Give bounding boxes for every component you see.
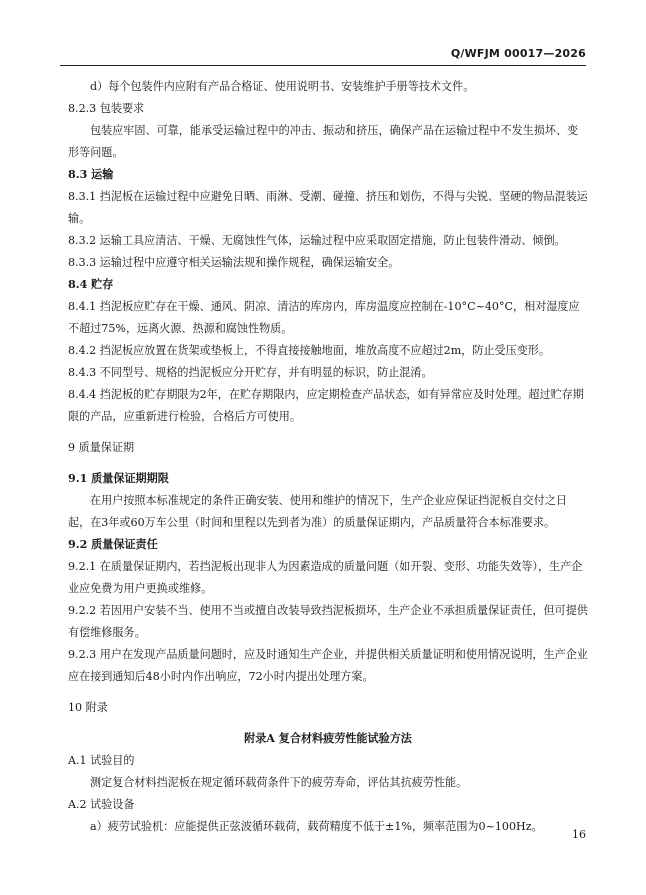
paragraph-91: 9.1 质量保证期期限 <box>68 472 169 485</box>
paragraph-923: 9.2.3 用户在发现产品质量问题时，应及时通知生产企业，并提供相关质量证明和使用情况说明，生产企业应在接到通知后48小时内作出响应，72小时内提出处理方案。 <box>68 648 588 683</box>
paragraph-832: 8.3.2 运输工具应清洁、干燥、无腐蚀性气体，运输过程中应采取固定措施，防止包装件滑动、倾倒。 <box>68 234 566 247</box>
paragraph-A2: A.2 试验设备 <box>68 798 135 811</box>
paragraph-823: 8.2.3 包装要求 <box>68 102 145 115</box>
paragraph-A2a: a）疲劳试验机：应能提供正弦波循环载荷，载荷精度不低于±1%，频率范围为0~100Hz。 <box>90 820 543 833</box>
document-code: Q/WFJM 00017—2026 <box>450 47 586 60</box>
paragraph-10: 10 附录 <box>68 701 108 714</box>
page-body <box>68 76 588 838</box>
paragraph-843: 8.4.3 不同型号、规格的挡泥板应分开贮存，并有明显的标识，防止混淆。 <box>68 366 433 379</box>
paragraph-922: 9.2.2 若因用户安装不当、使用不当或擅自改装导致挡泥板损坏，生产企业不承担质量保证责任，但可提供有偿维修服务。 <box>68 604 588 639</box>
paragraph-d: d）每个包装件内应附有产品合格证、使用说明书、安装维护手册等技术文件。 <box>90 80 475 93</box>
paragraph-84: 8.4 贮存 <box>68 278 114 291</box>
paragraph-831: 8.3.1 挡泥板在运输过程中应避免日晒、雨淋、受潮、碰撞、挤压和划伤，不得与尖锐、坚硬的物品混装运输。 <box>68 190 588 225</box>
paragraph-92: 9.2 质量保证责任 <box>68 538 158 551</box>
paragraph-9: 9 质量保证期 <box>68 441 135 454</box>
paragraph-91a: 在用户按照本标准规定的条件正确安装、使用和维护的情况下，生产企业应保证挡泥板自交付之日起，在3年或60万车公里（时间和里程以先到者为准）的质量保证期内，产品质量符合本标准要求。 <box>68 494 568 529</box>
paragraph-844: 8.4.4 挡泥板的贮存期限为2年，在贮存期限内，应定期检查产品状态，如有异常应及时处理。超过贮存期限的产品，应重新进行检验，合格后方可使用。 <box>68 388 584 423</box>
paragraph-appA: 附录A 复合材料疲劳性能试验方法 <box>244 732 412 745</box>
header-rule <box>60 65 586 66</box>
page-number: 16 <box>572 828 586 841</box>
paragraph-921: 9.2.1 在质量保证期内，若挡泥板出现非人为因素造成的质量问题（如开裂、变形、功能失效等），生产企业应免费为用户更换或维修。 <box>68 560 583 595</box>
paragraph-A1: A.1 试验目的 <box>68 754 135 767</box>
paragraph-823a: 包装应牢固、可靠，能承受运输过程中的冲击、振动和挤压，确保产品在运输过程中不发生损坏、变形等问题。 <box>68 124 579 159</box>
paragraph-841: 8.4.1 挡泥板应贮存在干燥、通风、阴凉、清洁的库房内，库房温度应控制在-10°C~40°C，相对湿度应不超过75%，远离火源、热源和腐蚀性物质。 <box>68 300 580 335</box>
paragraph-83: 8.3 运输 <box>68 168 114 181</box>
paragraph-842: 8.4.2 挡泥板应放置在货架或垫板上，不得直接接触地面，堆放高度不应超过2m，防止受压变形。 <box>68 344 550 357</box>
paragraph-A1a: 测定复合材料挡泥板在规定循环载荷条件下的疲劳寿命，评估其抗疲劳性能。 <box>90 776 468 789</box>
paragraph-833: 8.3.3 运输过程中应遵守相关运输法规和操作规程，确保运输安全。 <box>68 256 400 269</box>
